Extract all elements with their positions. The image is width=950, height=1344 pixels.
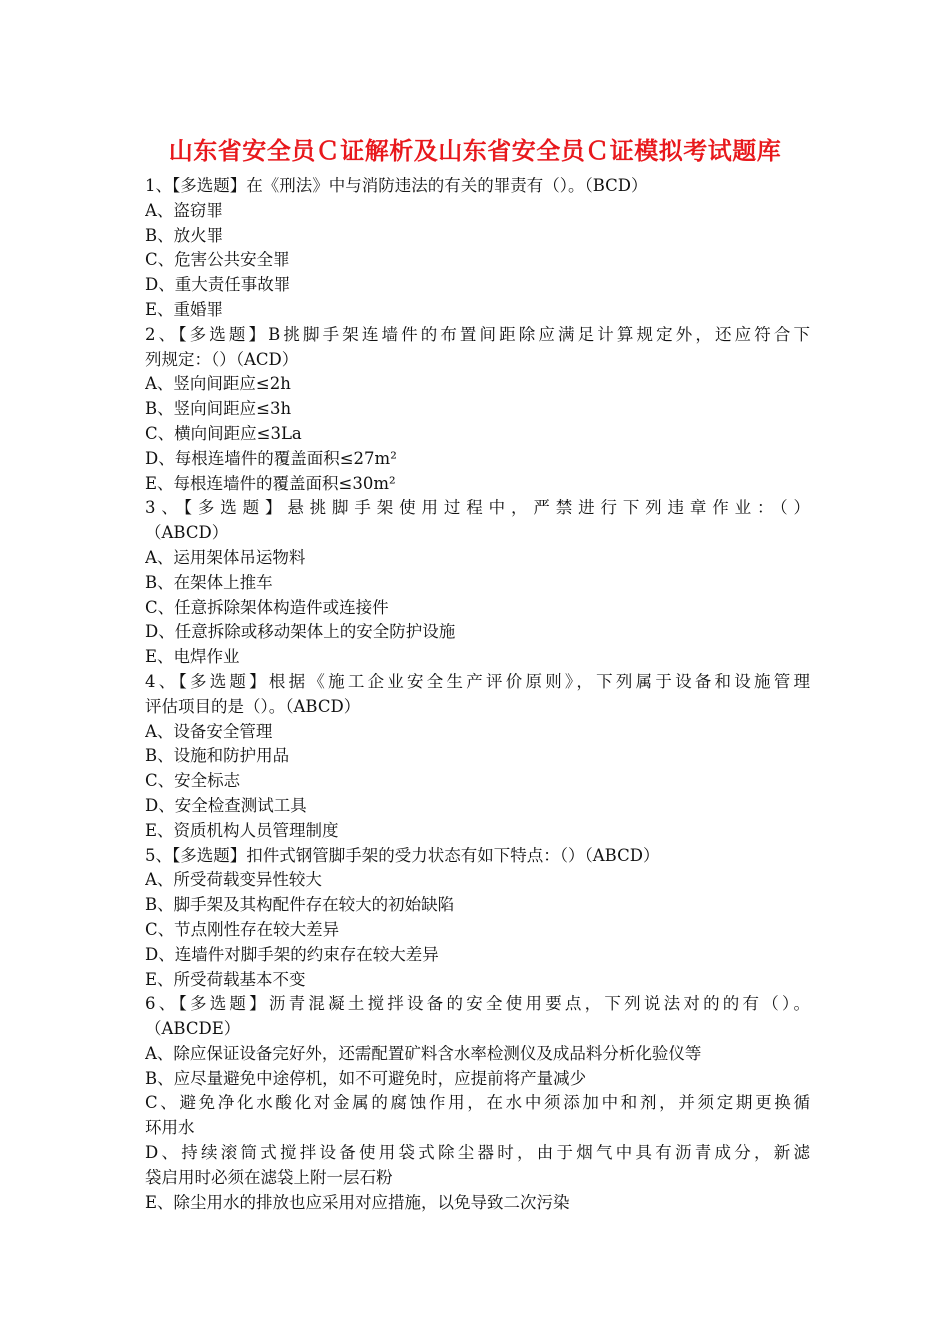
question-5-option-d: D、连墙件对脚手架的约束存在较大差异 [145,944,439,964]
question-4-stem: 4、【多选题】根据《施工企业安全生产评价原则》，下列属于设备和设施管理 [145,671,810,691]
question-1-option-d: D、重大责任事故罪 [145,275,291,295]
question-list [145,174,810,1215]
question-2-stem: 2、【多选题】B挑脚手架连墙件的布置间距除应满足计算规定外，还应符合下 [145,324,810,344]
question-2-option-c: C、横向间距应≤3La [145,423,302,443]
question-2-option-e: E、每根连墙件的覆盖面积≤30m² [145,473,396,493]
question-3-option-c: C、任意拆除架体构造件或连接件 [145,597,389,617]
question-4-option-e: E、资质机构人员管理制度 [145,820,339,840]
question-3-option-d: D、任意拆除或移动架体上的安全防护设施 [145,622,456,642]
question-6-option-d: D、持续滚筒式搅拌设备使用袋式除尘器时，由于烟气中具有沥青成分，新滤 [145,1143,810,1163]
question-6-option-c-cont: 环用水 [145,1118,195,1138]
question-2-option-d: D、每根连墙件的覆盖面积≤27m² [145,448,397,468]
question-2-stem-cont: 列规定：（）（ACD） [145,349,299,369]
question-3-stem: 3、【多选题】悬挑脚手架使用过程中，严禁进行下列违章作业：（） [145,498,810,518]
question-4-option-a: A、设备安全管理 [145,721,273,741]
question-4-stem-cont: 评估项目的是（）。（ABCD） [145,696,361,716]
question-3-option-e: E、电焊作业 [145,647,240,667]
question-5-option-c: C、节点刚性存在较大差异 [145,919,340,939]
question-4-option-b: B、设施和防护用品 [145,746,290,766]
question-4-option-c: C、安全标志 [145,771,241,791]
question-5-option-b: B、脚手架及其构配件存在较大的初始缺陷 [145,895,455,915]
question-1-option-c: C、危害公共安全罪 [145,250,290,270]
question-4-option-d: D、安全检查测试工具 [145,795,307,815]
question-6-stem: 6、【多选题】沥青混凝土搅拌设备的安全使用要点，下列说法对的的有（）。 [145,994,810,1014]
question-6-option-a: A、除应保证设备完好外，还需配置矿料含水率检测仪及成品料分析化验仪等 [145,1043,702,1063]
question-6-option-c: C、避免净化水酸化对金属的腐蚀作用，在水中须添加中和剂，并须定期更换循 [145,1093,810,1113]
document-title: 山东省安全员Ｃ证解析及山东省安全员Ｃ证模拟考试题库 [168,137,782,165]
question-5-stem: 5、【多选题】扣件式钢管脚手架的受力状态有如下特点：（）（ABCD） [145,845,660,865]
question-3-option-b: B、在架体上推车 [145,572,273,592]
question-5-option-a: A、所受荷载变异性较大 [145,870,322,890]
question-3-stem-cont: （ABCD） [145,523,229,543]
question-1-option-b: B、放火罪 [145,225,224,245]
question-2-option-b: B、竖向间距应≤3h [145,399,292,419]
question-5-option-e: E、所受荷载基本不变 [145,969,306,989]
question-6-option-b: B、应尽量避免中途停机，如不可避免时，应提前将产量减少 [145,1068,587,1088]
question-1-option-a: A、盗窃罪 [145,200,223,220]
question-6-option-d-cont: 袋启用时必须在滤袋上附一层石粉 [145,1167,393,1187]
question-1-stem: 1、【多选题】在《刑法》中与消防违法的有关的罪责有（）。（BCD） [145,176,648,195]
question-6-option-e: E、除尘用水的排放也应采用对应措施，以免导致二次污染 [145,1192,570,1212]
question-2-option-a: A、竖向间距应≤2h [145,374,291,394]
question-1-option-e: E、重婚罪 [145,299,224,319]
question-3-option-a: A、运用架体吊运物料 [145,547,306,567]
question-6-stem-cont: （ABCDE） [145,1019,241,1039]
